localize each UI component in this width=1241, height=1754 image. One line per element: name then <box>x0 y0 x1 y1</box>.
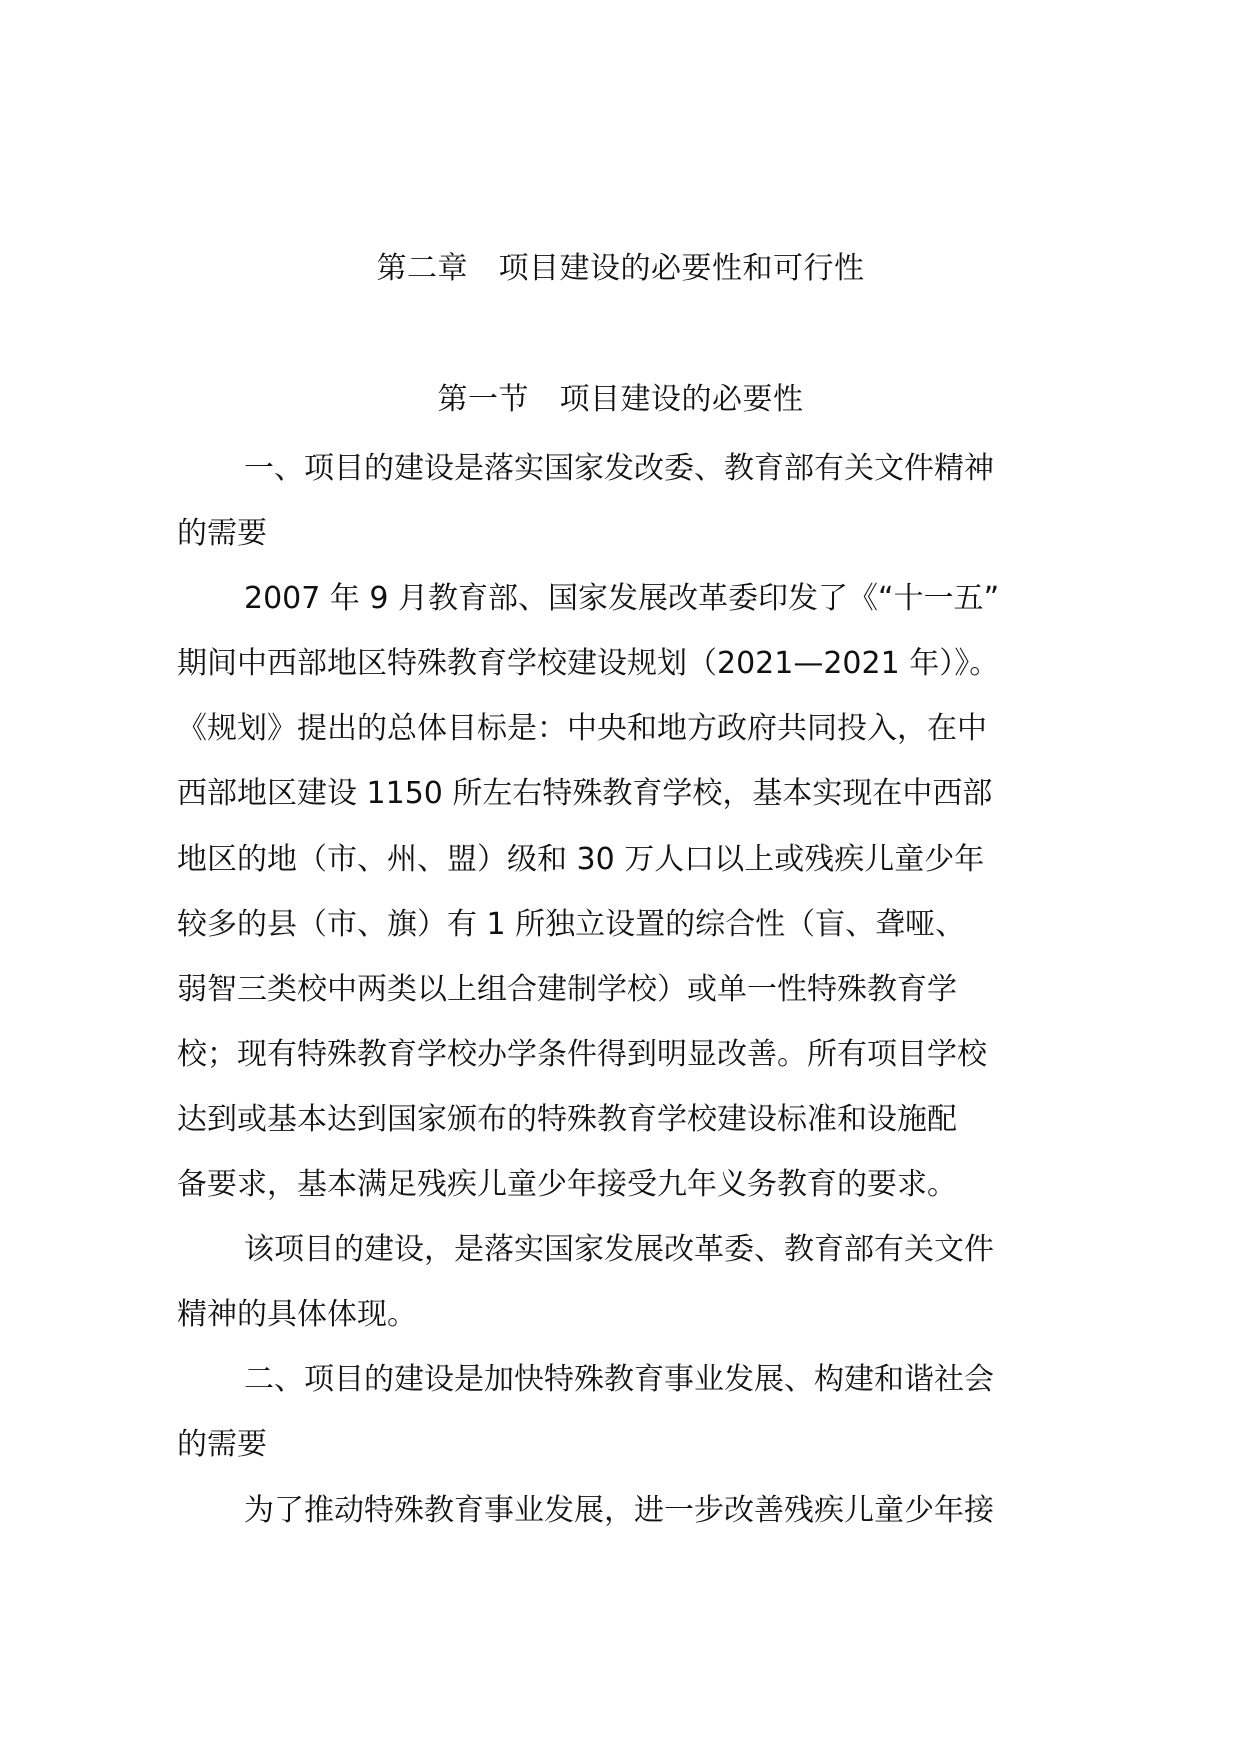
text-line: 备要求，基本满足残疾儿童少年接受九年义务教育的要求。 <box>177 1167 957 1203</box>
text-line: 较多的县（市、旗）有 1 所独立设置的综合性（盲、聋哑、 <box>177 906 966 942</box>
body-text <box>177 436 1067 1543</box>
chapter-title: 第二章 项目建设的必要性和可行性 <box>376 251 865 286</box>
text-line: 2007 年 9 月教育部、国家发展改革委印发了《“十一五” <box>244 581 1000 617</box>
text-line: 弱智三类校中两类以上组合建制学校）或单一性特殊教育学 <box>177 971 957 1007</box>
text-line: 该项目的建设，是落实国家发展改革委、教育部有关文件 <box>244 1232 994 1268</box>
text-line: 的需要 <box>177 1427 267 1463</box>
text-line: 校；现有特殊教育学校办学条件得到明显改善。所有项目学校 <box>177 1036 987 1072</box>
text-line: 二、项目的建设是加快特殊教育事业发展、构建和谐社会 <box>244 1362 994 1398</box>
text-line: 的需要 <box>177 516 267 552</box>
text-line: 期间中西部地区特殊教育学校建设规划（2021—2021 年）》。 <box>177 646 1000 682</box>
text-line: 达到或基本达到国家颁布的特殊教育学校建设标准和设施配 <box>177 1101 957 1137</box>
text-line: 精神的具体体现。 <box>177 1297 417 1333</box>
text-line: 西部地区建设 1150 所左右特殊教育学校，基本实现在中西部 <box>177 776 993 812</box>
text-line: 地区的地（市、州、盟）级和 30 万人口以上或残疾儿童少年 <box>177 841 985 877</box>
text-line: 《规划》提出的总体目标是：中央和地方政府共同投入，在中 <box>177 711 987 747</box>
text-line: 一、项目的建设是落实国家发改委、教育部有关文件精神 <box>244 451 994 486</box>
text-line: 为了推动特殊教育事业发展，进一步改善残疾儿童少年接 <box>244 1492 994 1528</box>
section-title: 第一节 项目建设的必要性 <box>437 382 804 417</box>
